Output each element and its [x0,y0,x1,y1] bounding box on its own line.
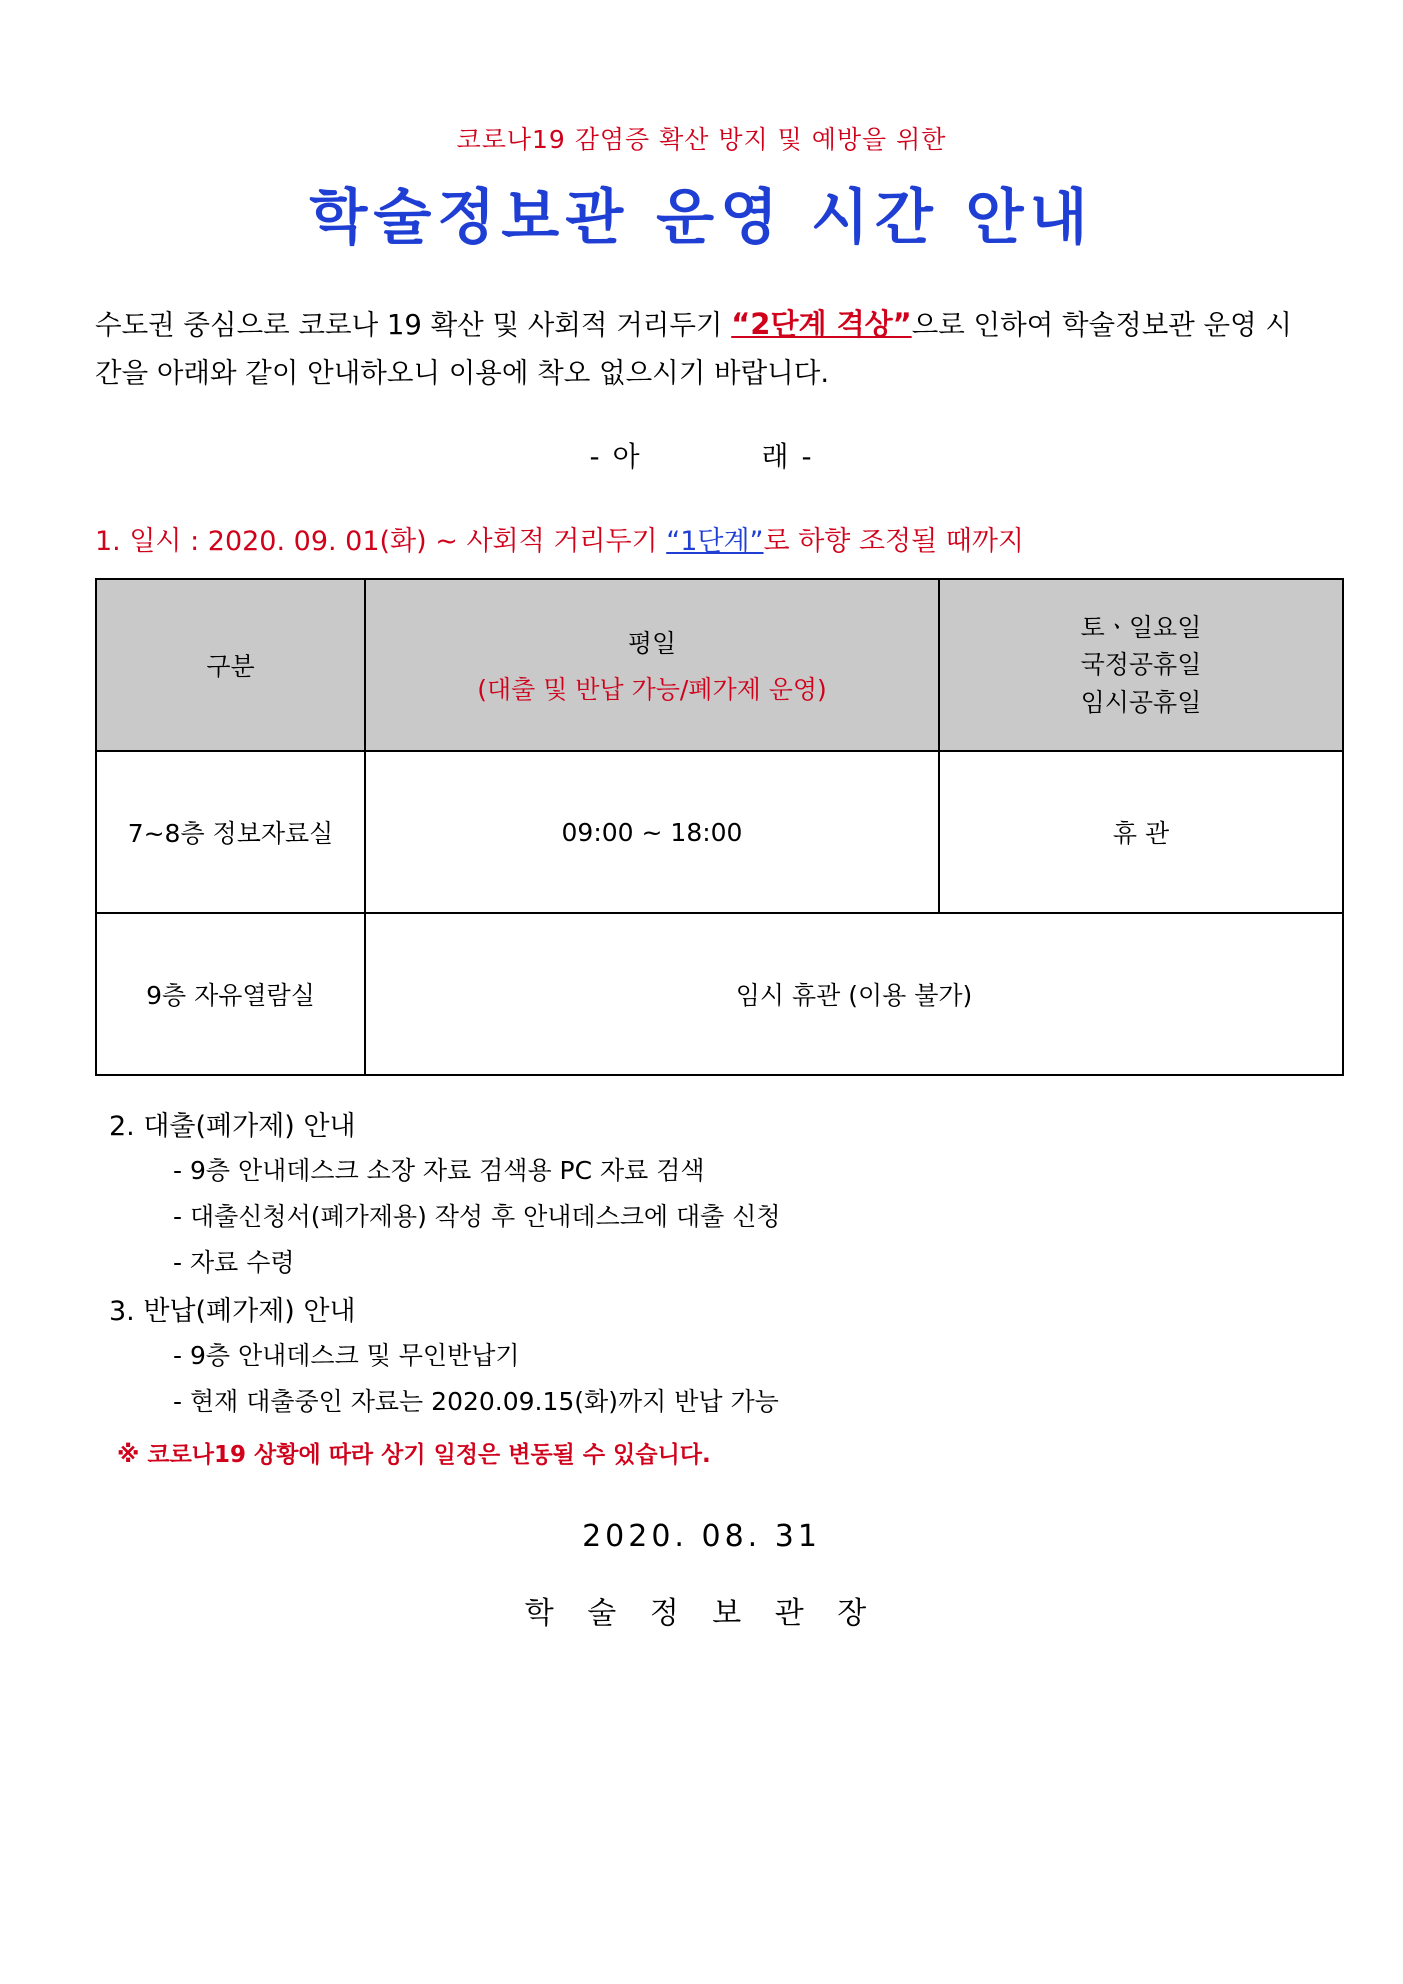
schedule-period-line [95,519,1308,558]
signer-title: 학 술 정 보 관 장 [524,1596,879,1632]
disclaimer-note: ※ 코로나19 상황에 따라 상기 일정은 변동될 수 있습니다. [117,1442,711,1469]
table-row [96,751,1343,913]
schedule-period-emphasis: “1단계” [666,526,764,558]
table-header-row [96,579,1343,751]
row-weekday-hours-info-room: 09:00 ~ 18:00 [365,751,939,913]
list-item: - 9층 안내데스크 및 무인반납기 [173,1341,520,1371]
list-item: - 대출신청서(폐가제용) 작성 후 안내데스크에 대출 신청 [173,1202,781,1232]
row-weekend-status-info-room: 휴 관 [939,751,1343,913]
arae-left: - 아 [589,440,642,474]
table-header-weekend [939,579,1343,751]
arae-divider [95,435,1308,475]
list-item: - 현재 대출중인 자료는 2020.09.15(화)까지 반납 가능 [173,1387,779,1417]
row-status-reading-room: 임시 휴관 (이용 불가) [365,913,1343,1075]
intro-paragraph [95,300,1308,397]
list-item: - 자료 수령 [173,1248,295,1278]
table-header-weekend-line1: 토ㆍ일요일 [1080,612,1202,642]
intro-part1: 수도권 중심으로 코로나 19 확산 및 사회적 거리두기 [95,309,732,341]
table-header-weekday-line2: (대출 및 반납 가능/폐가제 운영) [477,675,827,705]
section-title-return: 3. 반납(폐가제) 안내 [109,1296,356,1328]
table-row [96,913,1343,1075]
operating-hours-table [95,578,1344,1076]
schedule-period-suffix: 로 하향 조정될 때까지 [763,526,1025,558]
intro-part2: 으로 인하여 학술정보관 운영 시간을 아래와 같이 안내하오니 이용에 착오 없으시기 바랍니다. [95,309,1292,389]
section-title-loan: 2. 대출(폐가제) 안내 [109,1111,356,1143]
intro-emphasis: “2단계 격상” [731,307,912,341]
document-footer [95,1519,1308,1632]
list-item: - 9층 안내데스크 소장 자료 검색용 PC 자료 검색 [173,1156,705,1186]
table-header-weekend-line3: 임시공휴일 [1080,687,1202,717]
schedule-period-prefix: 1. 일시 : 2020. 09. 01(화) ~ 사회적 거리두기 [95,526,667,558]
table-header-category: 구분 [96,579,365,751]
table-header-weekend-line2: 국정공휴일 [1080,650,1202,680]
page-title: 학술정보관 운영 시간 안내 [309,183,1094,253]
row-label-info-room: 7~8층 정보자료실 [96,751,365,913]
table-header-weekday-line1: 평일 [627,629,677,659]
row-label-reading-room: 9층 자유열람실 [96,913,365,1075]
document-subheading: 코로나19 감염증 확산 방지 및 예방을 위한 [456,125,947,154]
instructions-block [95,1104,1308,1418]
table-header-weekday [365,579,939,751]
issue-date: 2020. 08. 31 [582,1519,821,1555]
arae-right: 래 - [761,440,814,474]
